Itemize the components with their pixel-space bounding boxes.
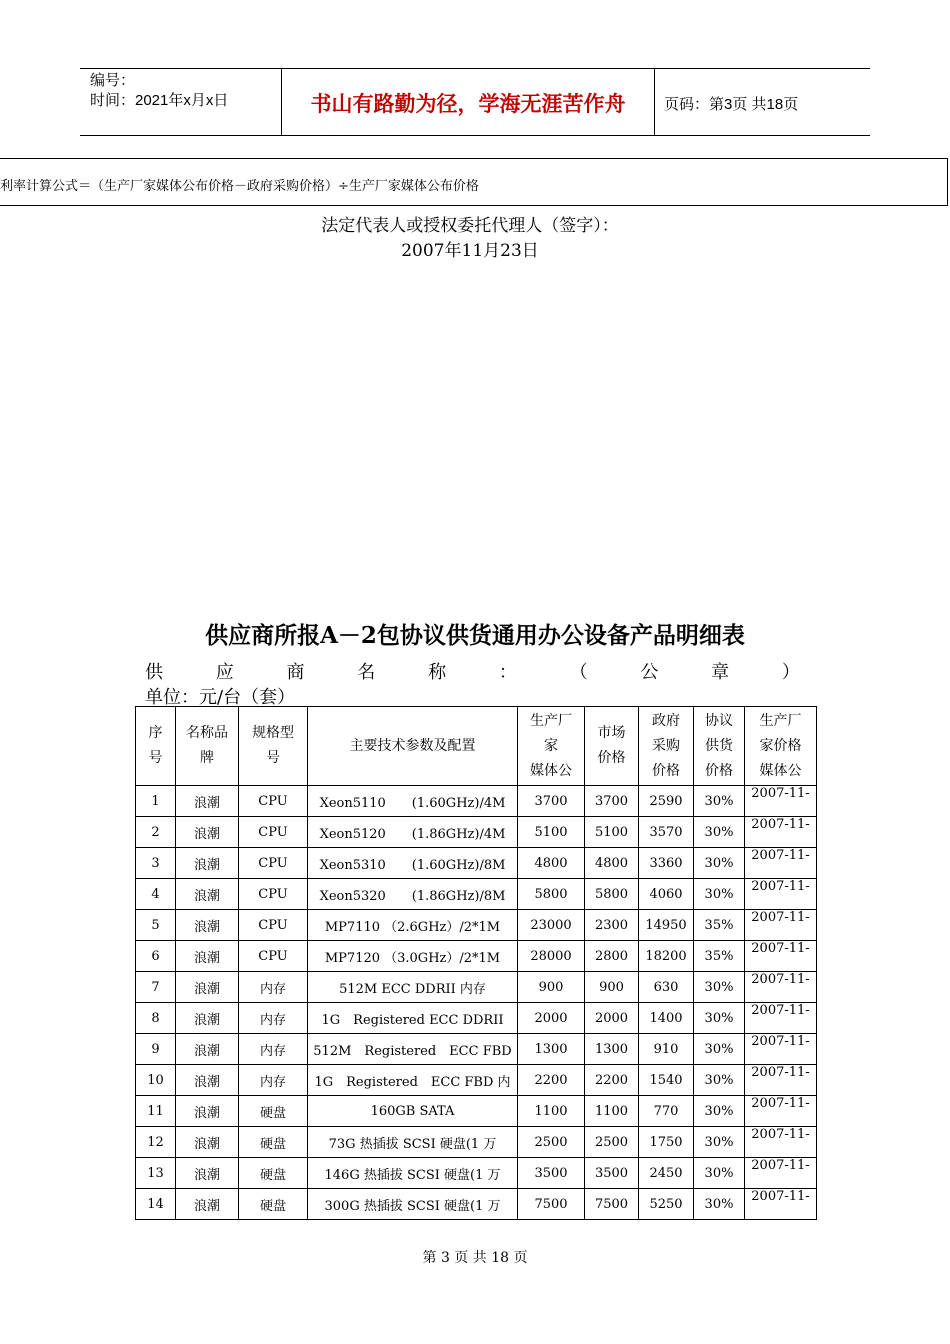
cell-model: CPU: [239, 786, 308, 817]
cell-date: 2007-11-: [745, 941, 817, 972]
document-time-label: 时间：2021年x月x日: [90, 92, 229, 109]
table-row: [136, 786, 817, 817]
cell-maker-price: 900: [518, 972, 585, 1003]
cell-model: 内存: [239, 972, 308, 1003]
cell-maker-price: 5800: [518, 879, 585, 910]
cell-market-price: 2000: [585, 1003, 639, 1034]
cell-spec: 512M ECC DDRII 内存: [308, 972, 518, 1003]
cell-gov-price: 770: [639, 1096, 694, 1127]
col-header-spec: 主要技术参数及配置: [308, 707, 518, 786]
cell-date: 2007-11-: [745, 1096, 817, 1127]
cell-date: 2007-11-: [745, 1065, 817, 1096]
cell-maker-price: 4800: [518, 848, 585, 879]
col-header-market-price: 市场 价格: [585, 707, 639, 786]
cell-brand: 浪潮: [176, 1034, 239, 1065]
signature-date: 2007年11月23日: [401, 241, 539, 261]
cell-maker-price: 5100: [518, 817, 585, 848]
cell-date: 2007-11-: [745, 1158, 817, 1189]
table-row: [136, 817, 817, 848]
supplier-char: 名: [357, 662, 376, 683]
cell-seq: 6: [136, 941, 176, 972]
cell-brand: 浪潮: [176, 910, 239, 941]
unit-label: 单位：元/台（套）: [145, 687, 296, 708]
col-header-model: 规格型 号: [239, 707, 308, 786]
cell-maker-price: 1300: [518, 1034, 585, 1065]
cell-market-price: 3500: [585, 1158, 639, 1189]
cell-spec: MP7120 （3.0GHz）/2*1M: [308, 941, 518, 972]
cell-market-price: 4800: [585, 848, 639, 879]
cell-model: 内存: [239, 1003, 308, 1034]
cell-gov-price: 3360: [639, 848, 694, 879]
header-motto: 书山有路勤为径，学海无涯苦作舟: [310, 91, 626, 116]
cell-model: CPU: [239, 817, 308, 848]
col-header-brand: 名称品 牌: [176, 707, 239, 786]
cell-market-price: 1300: [585, 1034, 639, 1065]
cell-brand: 浪潮: [176, 1158, 239, 1189]
cell-market-price: 5100: [585, 817, 639, 848]
cell-model: CPU: [239, 879, 308, 910]
table-row: [136, 1065, 817, 1096]
supplier-char: （: [569, 662, 588, 683]
cell-seq: 4: [136, 879, 176, 910]
cell-maker-price: 1100: [518, 1096, 585, 1127]
rate-formula: 利率计算公式＝（生产厂家媒体公布价格－政府采购价格）÷生产厂家媒体公布价格: [0, 179, 479, 194]
cell-rate: 30%: [694, 786, 745, 817]
cell-brand: 浪潮: [176, 1127, 239, 1158]
cell-rate: 35%: [694, 910, 745, 941]
cell-spec: Xeon5310 (1.60GHz)/8M: [308, 848, 518, 879]
product-table: [135, 706, 817, 1220]
cell-seq: 11: [136, 1096, 176, 1127]
cell-seq: 1: [136, 786, 176, 817]
cell-rate: 30%: [694, 1127, 745, 1158]
cell-spec: 1G Registered ECC DDRII: [308, 1003, 518, 1034]
supplier-char: 称: [428, 662, 447, 683]
supplier-char: 章: [711, 662, 730, 683]
header-bottom-rule: [80, 135, 870, 136]
cell-model: 硬盘: [239, 1127, 308, 1158]
header-top-rule: [80, 68, 870, 69]
cell-model: 硬盘: [239, 1096, 308, 1127]
cell-rate: 30%: [694, 972, 745, 1003]
cell-date: 2007-11-: [745, 848, 817, 879]
cell-seq: 12: [136, 1127, 176, 1158]
table-row: [136, 1003, 817, 1034]
cell-date: 2007-11-: [745, 972, 817, 1003]
supplier-name-line: [145, 658, 800, 684]
header-divider-right: [654, 68, 655, 136]
table-title: 供应商所报A－2包协议供货通用办公设备产品明细表: [205, 622, 745, 649]
cell-rate: 30%: [694, 1065, 745, 1096]
cell-date: 2007-11-: [745, 879, 817, 910]
cell-seq: 8: [136, 1003, 176, 1034]
table-row: [136, 879, 817, 910]
cell-seq: 7: [136, 972, 176, 1003]
col-header-gov-price: 政府 采购 价格: [639, 707, 694, 786]
cell-gov-price: 2590: [639, 786, 694, 817]
cell-brand: 浪潮: [176, 1065, 239, 1096]
page-footer: 第 3 页 共 18 页: [422, 1250, 528, 1266]
cell-gov-price: 1540: [639, 1065, 694, 1096]
cell-rate: 30%: [694, 1158, 745, 1189]
cell-spec: 512M Registered ECC FBD: [308, 1034, 518, 1065]
cell-model: 硬盘: [239, 1189, 308, 1220]
cell-brand: 浪潮: [176, 848, 239, 879]
table-row: [136, 972, 817, 1003]
cell-maker-price: 3500: [518, 1158, 585, 1189]
cell-market-price: 1100: [585, 1096, 639, 1127]
table-row: [136, 1158, 817, 1189]
cell-market-price: 2500: [585, 1127, 639, 1158]
cell-spec: 1G Registered ECC FBD 内: [308, 1065, 518, 1096]
supplier-char: ）: [781, 662, 800, 683]
cell-spec: 146G 热插拔 SCSI 硬盘(1 万: [308, 1158, 518, 1189]
cell-gov-price: 630: [639, 972, 694, 1003]
cell-gov-price: 5250: [639, 1189, 694, 1220]
table-row: [136, 1034, 817, 1065]
cell-rate: 30%: [694, 1189, 745, 1220]
cell-seq: 14: [136, 1189, 176, 1220]
cell-rate: 30%: [694, 817, 745, 848]
cell-rate: 30%: [694, 1034, 745, 1065]
table-row: [136, 941, 817, 972]
cell-gov-price: 1400: [639, 1003, 694, 1034]
cell-date: 2007-11-: [745, 786, 817, 817]
cell-spec: Xeon5320 (1.86GHz)/8M: [308, 879, 518, 910]
col-header-maker-date: 生产厂 家价格 媒体公: [745, 707, 817, 786]
cell-spec: 160GB SATA: [308, 1096, 518, 1127]
cell-market-price: 3700: [585, 786, 639, 817]
cell-market-price: 2200: [585, 1065, 639, 1096]
cell-gov-price: 2450: [639, 1158, 694, 1189]
cell-brand: 浪潮: [176, 1189, 239, 1220]
table-row: [136, 1189, 817, 1220]
cell-model: 内存: [239, 1065, 308, 1096]
supplier-char: 商: [286, 662, 305, 683]
cell-gov-price: 910: [639, 1034, 694, 1065]
col-header-seq: 序 号: [136, 707, 176, 786]
header-meta: [90, 71, 228, 111]
cell-model: CPU: [239, 910, 308, 941]
supplier-char: 应: [215, 662, 234, 683]
cell-maker-price: 7500: [518, 1189, 585, 1220]
cell-gov-price: 4060: [639, 879, 694, 910]
cell-date: 2007-11-: [745, 1003, 817, 1034]
cell-date: 2007-11-: [745, 1034, 817, 1065]
cell-brand: 浪潮: [176, 941, 239, 972]
cell-gov-price: 1750: [639, 1127, 694, 1158]
cell-date: 2007-11-: [745, 910, 817, 941]
cell-spec: Xeon5110 (1.60GHz)/4M: [308, 786, 518, 817]
cell-rate: 30%: [694, 879, 745, 910]
cell-spec: MP7110 （2.6GHz）/2*1M: [308, 910, 518, 941]
cell-market-price: 2300: [585, 910, 639, 941]
col-header-agreement-price: 协议 供货 价格: [694, 707, 745, 786]
table-row: [136, 1127, 817, 1158]
cell-rate: 35%: [694, 941, 745, 972]
table-row: [136, 848, 817, 879]
supplier-char: 供: [145, 662, 163, 683]
table-header-row: [136, 707, 817, 786]
cell-brand: 浪潮: [176, 1096, 239, 1127]
cell-maker-price: 23000: [518, 910, 585, 941]
cell-seq: 10: [136, 1065, 176, 1096]
cell-seq: 3: [136, 848, 176, 879]
cell-rate: 30%: [694, 848, 745, 879]
table-row: [136, 1096, 817, 1127]
cell-rate: 30%: [694, 1003, 745, 1034]
supplier-char: 公: [640, 662, 659, 683]
cell-brand: 浪潮: [176, 972, 239, 1003]
cell-gov-price: 14950: [639, 910, 694, 941]
cell-spec: Xeon5120 (1.86GHz)/4M: [308, 817, 518, 848]
cell-brand: 浪潮: [176, 1003, 239, 1034]
cell-spec: 73G 热插拔 SCSI 硬盘(1 万: [308, 1127, 518, 1158]
cell-brand: 浪潮: [176, 879, 239, 910]
cell-rate: 30%: [694, 1096, 745, 1127]
cell-seq: 9: [136, 1034, 176, 1065]
cell-date: 2007-11-: [745, 1127, 817, 1158]
cell-brand: 浪潮: [176, 786, 239, 817]
cell-maker-price: 2200: [518, 1065, 585, 1096]
cell-model: 硬盘: [239, 1158, 308, 1189]
cell-gov-price: 18200: [639, 941, 694, 972]
cell-maker-price: 28000: [518, 941, 585, 972]
cell-spec: 300G 热插拔 SCSI 硬盘(1 万: [308, 1189, 518, 1220]
cell-seq: 2: [136, 817, 176, 848]
cell-model: CPU: [239, 941, 308, 972]
cell-market-price: 7500: [585, 1189, 639, 1220]
cell-market-price: 900: [585, 972, 639, 1003]
cell-maker-price: 3700: [518, 786, 585, 817]
document-number-label: 编号：: [90, 72, 136, 89]
cell-gov-price: 3570: [639, 817, 694, 848]
cell-maker-price: 2500: [518, 1127, 585, 1158]
cell-date: 2007-11-: [745, 1189, 817, 1220]
cell-seq: 13: [136, 1158, 176, 1189]
table-row: [136, 910, 817, 941]
cell-market-price: 5800: [585, 879, 639, 910]
cell-model: CPU: [239, 848, 308, 879]
cell-brand: 浪潮: [176, 817, 239, 848]
col-header-maker-price: 生产厂 家 媒体公: [518, 707, 585, 786]
cell-market-price: 2800: [585, 941, 639, 972]
supplier-char: ：: [498, 662, 517, 683]
header-page-number: 页码：第3页 共18页: [664, 96, 799, 113]
cell-model: 内存: [239, 1034, 308, 1065]
cell-seq: 5: [136, 910, 176, 941]
cell-date: 2007-11-: [745, 817, 817, 848]
representative-signature-label: 法定代表人或授权委托代理人（签字）：: [321, 216, 619, 236]
cell-maker-price: 2000: [518, 1003, 585, 1034]
